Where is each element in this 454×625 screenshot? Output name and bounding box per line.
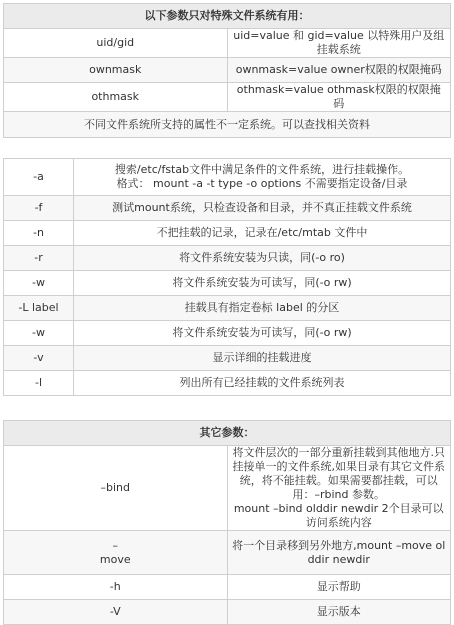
option-flag: othmask xyxy=(4,83,228,112)
option-description: 列出所有已经挂载的文件系统列表 xyxy=(74,371,451,396)
option-flag: -L label xyxy=(4,296,74,321)
mount-options-table xyxy=(3,158,451,396)
option-flag: -w xyxy=(4,271,74,296)
option-description: uid=value 和 gid=value 以特殊用户及组 挂载系统 xyxy=(227,29,451,58)
flag-line: – xyxy=(112,538,118,552)
option-flag: -w xyxy=(4,321,74,346)
option-description: 显示帮助 xyxy=(227,575,451,600)
table-footer-note: 不同文件系统所支持的属性不一定系统。可以查找相关资料 xyxy=(4,112,451,138)
option-description: 挂载具有指定卷标 label 的分区 xyxy=(74,296,451,321)
option-description: ownmask=value owner权限的权限掩码 xyxy=(227,58,451,83)
option-description: 将一个目录移到另外地方,mount –move olddir newdir xyxy=(227,531,451,575)
option-flag: -a xyxy=(4,159,74,196)
option-flag: uid/gid xyxy=(4,29,228,58)
option-flag: -V xyxy=(4,600,228,625)
option-description: 显示详细的挂载进度 xyxy=(74,346,451,371)
option-flag: –bind xyxy=(4,446,228,531)
option-description: 将文件系统安装为只读，同(-o ro) xyxy=(74,246,451,271)
option-flag: -h xyxy=(4,575,228,600)
option-flag: -v xyxy=(4,346,74,371)
description-line: 将文件层次的一部分重新挂载到其他地方.只挂接单一的文件系统,如果目录有其它文件系统，将不能挂载。如果需要都挂载，可以用：–rbind 参数。 xyxy=(232,446,445,501)
option-description: othmask=value othmask权限的权限掩码 xyxy=(227,83,451,112)
option-description: 显示版本 xyxy=(227,600,451,625)
option-flag: -l xyxy=(4,371,74,396)
option-flag: -r xyxy=(4,246,74,271)
option-description: 测试mount系统，只检查设备和目录，并不真正挂载文件系统 xyxy=(74,196,451,221)
table-heading: 以下参数只对特殊文件系统有用： xyxy=(4,4,451,29)
option-description: 将文件系统安装为可读写，同(-o rw) xyxy=(74,321,451,346)
option-description xyxy=(74,159,451,196)
description-line: 格式： mount -a -t type -o options 不需要指定设备/目录 xyxy=(116,177,408,190)
option-description: 将文件系统安装为可读写，同(-o rw) xyxy=(74,271,451,296)
special-fs-options-table xyxy=(3,3,451,138)
flag-line: move xyxy=(99,552,131,566)
option-flag: -f xyxy=(4,196,74,221)
table-heading: 其它参数： xyxy=(4,421,451,446)
option-flag: ownmask xyxy=(4,58,228,83)
option-flag: -n xyxy=(4,221,74,246)
description-line: 搜索/etc/fstab文件中满足条件的文件系统，进行挂载操作。 xyxy=(114,163,410,176)
option-flag xyxy=(4,531,228,575)
option-description xyxy=(227,446,451,531)
option-description: 不把挂载的记录，记录在/etc/mtab 文件中 xyxy=(74,221,451,246)
description-line: mount –bind olddir newdir 2个目录可以访问系统内容 xyxy=(233,502,444,529)
other-options-table xyxy=(3,420,451,625)
